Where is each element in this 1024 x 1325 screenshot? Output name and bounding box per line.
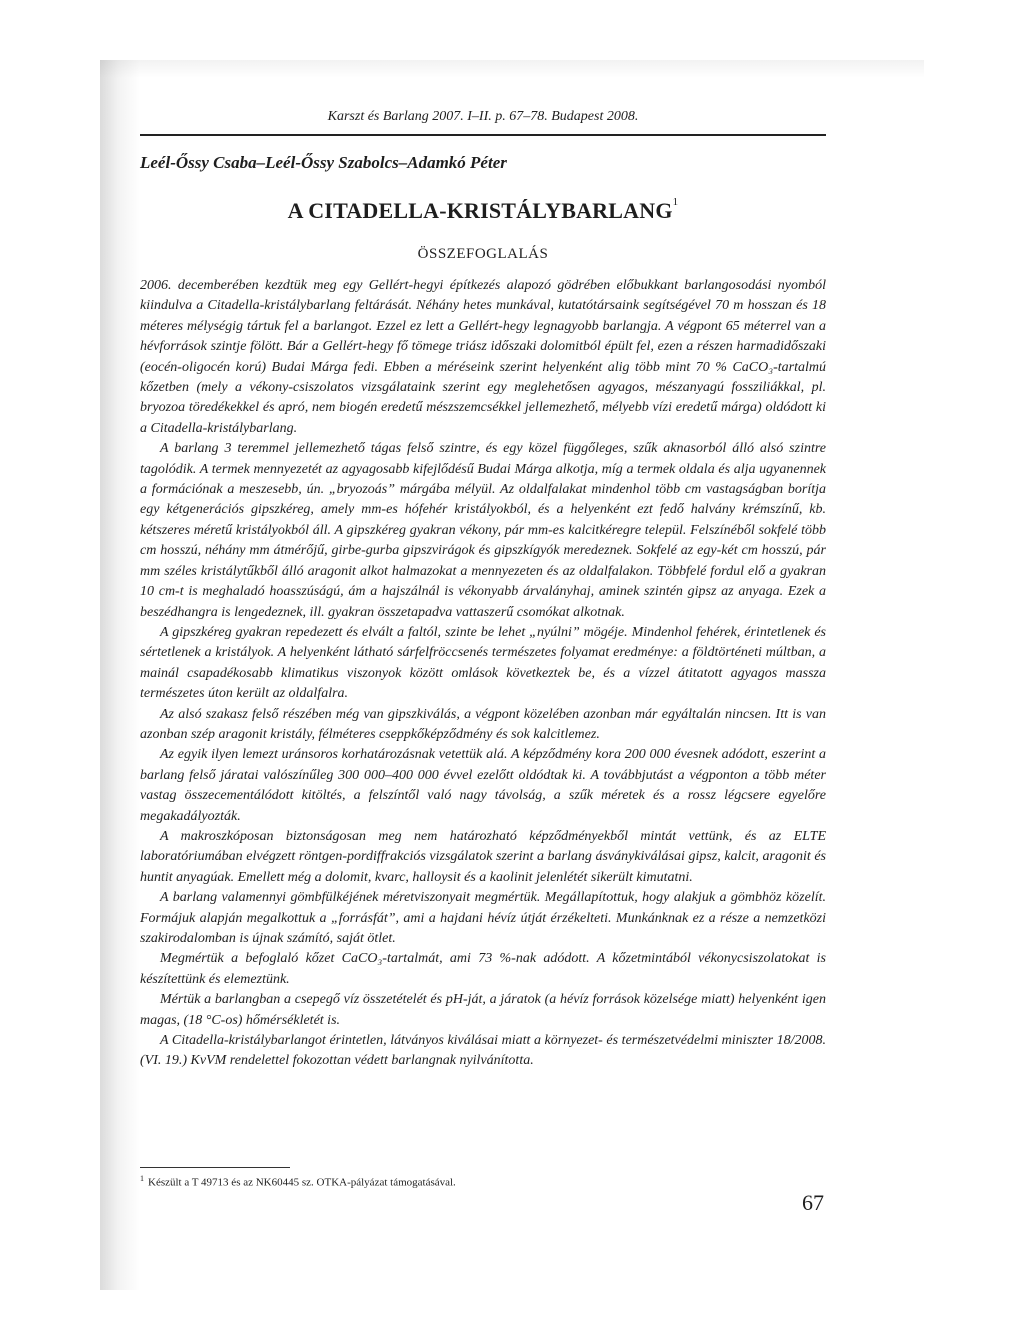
paragraph: A gipszkéreg gyakran repedezett és elvált a faltól, szinte be lehet „nyúlni” mögéje. Mindenhol fehérek, érintetlenek és sértetlenek a kristályok. A helyenként látható sárfelfröccsenés természetes folyamat eredménye: a földtörténeti múltban, a mainál csapadékosabb klimatikus viszonyok között omlások következtek be, és a vízzel átitatott agyagos massza természetes úton került az oldalfalra.: [140, 624, 826, 702]
section-heading: ÖSSZEFOGLALÁS: [417, 246, 549, 262]
article-title: [140, 198, 826, 224]
title-footnote-mark: 1: [672, 196, 679, 208]
paragraph: Az alsó szakasz felső részében még van gipszkiválás, a végpont közelében azonban már egyáltalán nincsen. Itt is van azonban szép aragonit kristály, félméteres cseppkőképződmény és sok kalcitlemez.: [140, 706, 826, 742]
paragraph: A barlang valamennyi gömbfülkéjének méretviszonyait megmértük. Megállapítottuk, hogy alakjuk a gömbhöz közelít. Formájuk alapján megalkottuk a „forrásfát”, ami a hajdani hévíz útját érzékelteti. Munkánknak ez a része a nemzetközi szakirodalomban is újnak számító, saját ötlet.: [140, 890, 826, 946]
footnote-mark: 1: [140, 1174, 144, 1183]
paragraph: 2006. decemberében kezdtük meg egy Gellért-hegyi építkezés alapozó gödrében előbukkant barlangosodási nyomból kiindulva a Citadella-kristálybarlang feltárását. Néhány hetes munkával, kutatótársaink segítségével 70 m hosszan és 18 méteres mélységig tártuk fel a barlangot. Ezzel ez lett a Gellért-hegy legnagyobb barlangja. A végpont 65 méterrel van a hévforrások szintje fölött. Bár a Gellért-hegy fő tömege triász időszaki dolomitból épült fel, ezen a részen harmadidőszaki (eocén-oligocén korú) Budai Márga fedi. Ebben a méréseink szerint helyenként alig több mint 70 % CaCO₃-tartalmú kőzetben (mely a vékony-csiszolatos vizsgálataink szerint egy meglehetősen agyagos, mészanyagú fossziliákkal, pl. bryozoa töredékekkel és apró, nem biogén eredetű mészszemcsékkel jellemezhető, mélyebb vízi eredetű márga) oldódott ki a Citadella-kristálybarlang.: [140, 278, 826, 436]
page-number: 67: [802, 1190, 824, 1215]
footnote-text: Készült a T 49713 és az NK60445 sz. OTKA-pályázat támogatásával.: [148, 1176, 456, 1189]
abstract-body: [140, 276, 826, 1072]
paragraph: A Citadella-kristálybarlangot érintetlen, látványos kiválásai miatt a környezet- és természetvédelmi miniszter 18/2008. (VI. 19.) KvVM rendelettel fokozottan védett barlangnak nyilvánította.: [140, 1033, 826, 1069]
paragraph: A barlang 3 teremmel jellemezhető tágas felső szintre, és egy közel függőleges, szűk aknasorból álló alsó szintre tagolódik. A termek mennyezetét az agyagosabb kifejlődésű Budai Márga alkotja, míg a termek oldala és alja ugyanennek a formációnak a meszesebb, ún. „bryozoás” márgába mélyül. Az oldalfalakat mindenhol több cm vastagságban borítja egy kétgenerációs gipszkéreg, amely mm-es hófehér kristályokból, és a helyenként ezt fedő halvány krémszínű, kb. kétszeres méretű kristályokból áll. A gipszkéreg gyakran vékony, pár mm-es kalcitkéregre települ. Felszínéből sokfelé több cm hosszú, néhány mm átmérőjű, girbe-gurba gipszvirágok és gipszkígyók meredeznek. Sokfelé az egy-két cm hosszú, pár mm széles kristálytűkből álló aragonit alkot halmazokat a mennyezeten és az oldalfalakon. Többfelé fordul elő a gyakran 10 cm-t is meghaladó hoasszúságú, ám a hajszálnál is vékonyabb árvalányhaj, aminek szintén gipsz az anyaga. Ezek a beszédhangra is lengedeznek, ill. gyakran összetapadva vattaszerű csomókat alkotnak.: [140, 441, 826, 620]
header-rule: [140, 134, 826, 136]
running-head: Karszt és Barlang 2007. I–II. p. 67–78. Budapest 2008.: [327, 109, 639, 124]
footnote-rule: [140, 1167, 290, 1168]
paragraph: Az egyik ilyen lemezt uránsoros korhatározásnak vetettük alá. A képződmény kora 200 000 évesnek adódott, eszerint a barlang felső járatai valószínűleg 300 000–400 000 évvel ezelőtt oldódtak ki. A továbbjutást a végponton a több méter vastag összecementálódott kitöltés, a felszíntől való nagy távolság, a szűk méretek és a rossz légcsere egyelőre megakadályozták.: [140, 747, 826, 824]
paragraph: Megmértük a befoglaló kőzet CaCO₃-tartalmát, ami 73 %-nak adódott. A kőzetmintából vékonycsiszolatokat is készítettünk és elemeztünk.: [140, 951, 826, 987]
paragraph: Mértük a barlangban a csepegő víz összetételét és pH-ját, a járatok (a hévíz források közelsége miatt) helyenként igen magas, (18 °C-os) hőmérsékletét is.: [140, 992, 826, 1028]
paragraph: A makroszkóposan biztonságosan meg nem határozható képződményekből mintát vettünk, és az ELTE laboratóriumában elvégzett röntgen-pordiffrakciós vizsgálatok szerint a barlang ásványkiválásai gipsz, kalcit, aragonit és huntit anyagúak. Emellett még a dolomit, kvarc, halloysit és a kaolinit jelenlétét sikerült kimutatni.: [140, 828, 826, 885]
footnote: [140, 1174, 826, 1189]
article-title-text: A CITADELLA-KRISTÁLYBARLANG: [287, 198, 673, 223]
author-list: Leél-Őssy Csaba–Leél-Őssy Szabolcs–Adamkó Péter: [140, 153, 507, 172]
